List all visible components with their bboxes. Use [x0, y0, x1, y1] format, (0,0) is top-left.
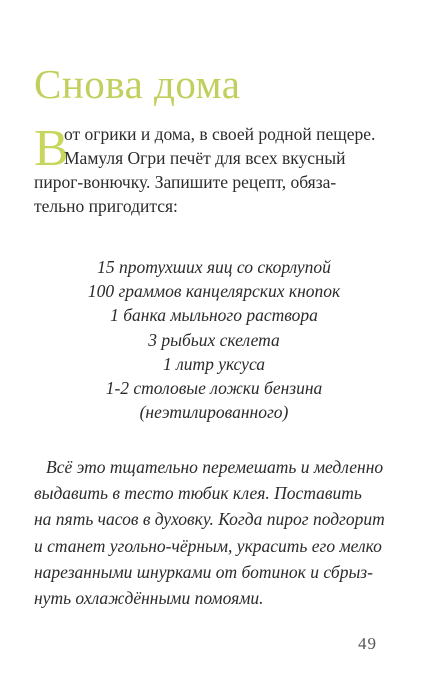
instructions-paragraph: [34, 454, 396, 611]
page-title: Снова дома: [34, 61, 241, 107]
ingredient-item: 1-2 столовые ложки бензина: [105, 378, 323, 399]
intro-paragraph: [34, 122, 394, 218]
ingredient-item: 100 граммов канцелярских кнопок: [87, 281, 341, 302]
intro-line: пирог-вонючку. Запишите рецепт, обяза-: [34, 172, 337, 192]
instruction-line: нуть охлаждёнными помоями.: [34, 588, 264, 609]
ingredient-item: (неэтилированного): [139, 402, 289, 423]
intro-line: от огрики и дома, в своей родной пещере.: [64, 124, 376, 144]
instruction-line: и станет угольно-чёрным, украсить его мелко: [34, 535, 382, 556]
ingredient-item: 1 литр уксуса: [162, 353, 266, 374]
instruction-line: на пять часов в духовку. Когда пирог подгорит: [34, 509, 385, 530]
ingredient-list: [34, 255, 394, 424]
ingredient-item: 1 банка мыльного раствора: [110, 305, 318, 326]
instruction-line: нарезанными шнурками от ботинок и сбрыз-: [34, 561, 373, 582]
ingredient-item: 3 рыбьих скелета: [148, 329, 280, 350]
drop-cap: В: [34, 120, 69, 177]
page-number: 49: [358, 634, 377, 653]
instruction-line: выдавить в тесто тюбик клея. Поставить: [34, 483, 362, 504]
ingredient-item: 15 протухших яиц со скорлупой: [97, 257, 331, 277]
intro-line: тельно пригодится:: [34, 196, 178, 216]
intro-line: Мамуля Огри печёт для всех вкусный: [64, 148, 346, 168]
instruction-line: Всё это тщательно перемешать и медленно: [46, 457, 384, 477]
